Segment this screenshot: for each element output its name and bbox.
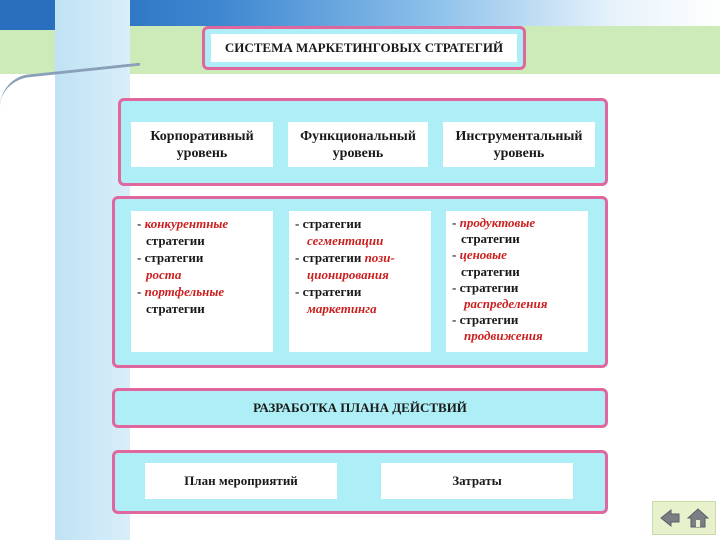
list-item: стратегии bbox=[461, 231, 520, 247]
list-item: - продуктовые bbox=[452, 215, 536, 230]
list-item: - портфельные bbox=[137, 284, 225, 299]
list-item: продвижения bbox=[464, 328, 543, 344]
levels-panel bbox=[118, 98, 608, 186]
list-item: - стратегии bbox=[137, 250, 204, 265]
back-arrow-icon[interactable] bbox=[659, 508, 681, 528]
diagram-title-box bbox=[202, 26, 526, 70]
corporate-strategies-list bbox=[131, 211, 273, 352]
plan-costs-panel bbox=[112, 450, 608, 514]
list-item: - стратегии bbox=[452, 312, 519, 328]
level-instrumental: Инструментальный уровень bbox=[443, 122, 595, 167]
list-item: сегментации bbox=[307, 233, 384, 248]
list-item: стратегии bbox=[146, 233, 205, 248]
action-plan-label: РАЗРАБОТКА ПЛАНА ДЕЙСТВИЙ bbox=[253, 400, 467, 415]
list-item: маркетинга bbox=[307, 301, 377, 316]
level-functional: Функциональный уровень bbox=[288, 122, 428, 167]
strategies-panel bbox=[112, 196, 608, 368]
level-corporate: Корпоративный уровень bbox=[131, 122, 273, 167]
list-item: стратегии bbox=[461, 263, 520, 279]
list-item: - стратегии bbox=[295, 216, 362, 231]
diagram-title: СИСТЕМА МАРКЕТИНГОВЫХ СТРАТЕГИЙ bbox=[211, 34, 517, 62]
list-item: - конкурентные bbox=[137, 216, 229, 231]
costs-box bbox=[381, 463, 573, 499]
list-item: роста bbox=[146, 267, 182, 282]
list-item: - стратегии bbox=[295, 284, 362, 299]
instrumental-strategies-list bbox=[446, 211, 588, 352]
action-plan-bar bbox=[112, 388, 608, 428]
slide-nav bbox=[652, 501, 716, 535]
list-item: ционирования bbox=[307, 267, 389, 282]
list-item: стратегии bbox=[146, 301, 205, 316]
left-decor-block bbox=[0, 0, 55, 30]
list-item: - стратегии bbox=[452, 279, 519, 295]
plan-activities-label: План мероприятий bbox=[184, 473, 298, 488]
functional-strategies-list bbox=[289, 211, 431, 352]
costs-label: Затраты bbox=[452, 473, 502, 488]
home-icon[interactable] bbox=[687, 508, 709, 528]
list-item: - ценовые bbox=[452, 247, 507, 263]
list-item: - стратегии пози- bbox=[295, 250, 395, 265]
plan-activities-box bbox=[145, 463, 337, 499]
list-item: распределения bbox=[464, 296, 548, 312]
